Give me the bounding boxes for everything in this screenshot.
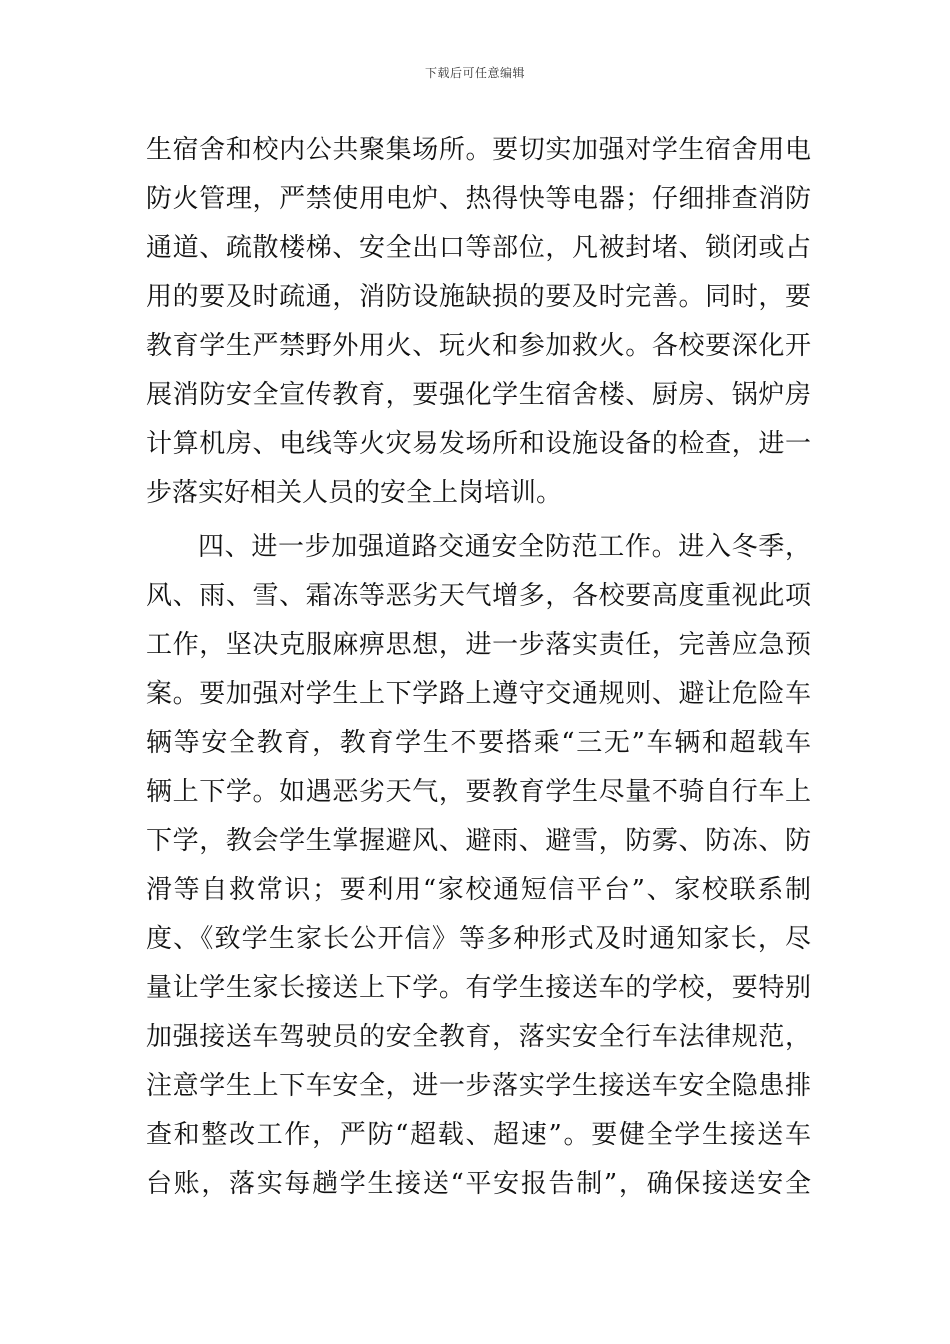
page-header: 下载后可任意编辑 <box>424 66 525 80</box>
text-line: 步落实好相关人员的安全上岗培训。 <box>146 478 563 508</box>
text-line: 教育学生严禁野外用火、玩火和参加救火。各校要深化开 <box>146 331 811 361</box>
text-line: 计算机房、电线等火灾易发场所和设施设备的检查，进一 <box>146 429 811 459</box>
text-line: 生宿舍和校内公共聚集场所。要切实加强对学生宿舍用电 <box>146 135 811 165</box>
text-line: 辆等安全教育，教育学生不要搭乘“三无”车辆和超载车 <box>146 728 811 758</box>
text-line: 加强接送车驾驶员的安全教育，落实安全行车法律规范， <box>146 1022 811 1052</box>
text-line: 注意学生上下车安全，进一步落实学生接送车安全隐患排 <box>146 1071 811 1101</box>
text-line: 展消防安全宣传教育，要强化学生宿舍楼、厨房、锅炉房 <box>146 380 811 410</box>
text-line: 工作，坚决克服麻痹思想，进一步落实责任，完善应急预 <box>146 630 811 660</box>
text-line: 防火管理，严禁使用电炉、热得快等电器；仔细排查消防 <box>146 184 811 214</box>
text-line: 通道、疏散楼梯、安全出口等部位，凡被封堵、锁闭或占 <box>146 233 811 263</box>
text-line: 风、雨、雪、霜冻等恶劣天气增多，各校要高度重视此项 <box>146 581 811 611</box>
text-line: 查和整改工作，严防“超载、超速”。要健全学生接送车 <box>146 1120 811 1150</box>
text-line: 辆上下学。如遇恶劣天气，要教育学生尽量不骑自行车上 <box>146 777 811 807</box>
text-line: 滑等自救常识；要利用“家校通短信平台”、家校联系制 <box>146 875 811 905</box>
section-heading-line: 四、进一步加强道路交通安全防范工作。进入冬季， <box>198 532 811 562</box>
text-line: 度、《致学生家长公开信》等多种形式及时通知家长，尽 <box>146 924 811 954</box>
text-line: 量让学生家长接送上下学。有学生接送车的学校，要特别 <box>146 973 811 1003</box>
text-line: 案。要加强对学生上下学路上遵守交通规则、避让危险车 <box>146 679 811 709</box>
text-line: 用的要及时疏通，消防设施缺损的要及时完善。同时，要 <box>146 282 811 312</box>
text-line: 下学，教会学生掌握避风、避雨、避雪，防雾、防冻、防 <box>146 826 811 856</box>
text-line: 台账，落实每趟学生接送“平安报告制”，确保接送安全 <box>146 1169 811 1199</box>
